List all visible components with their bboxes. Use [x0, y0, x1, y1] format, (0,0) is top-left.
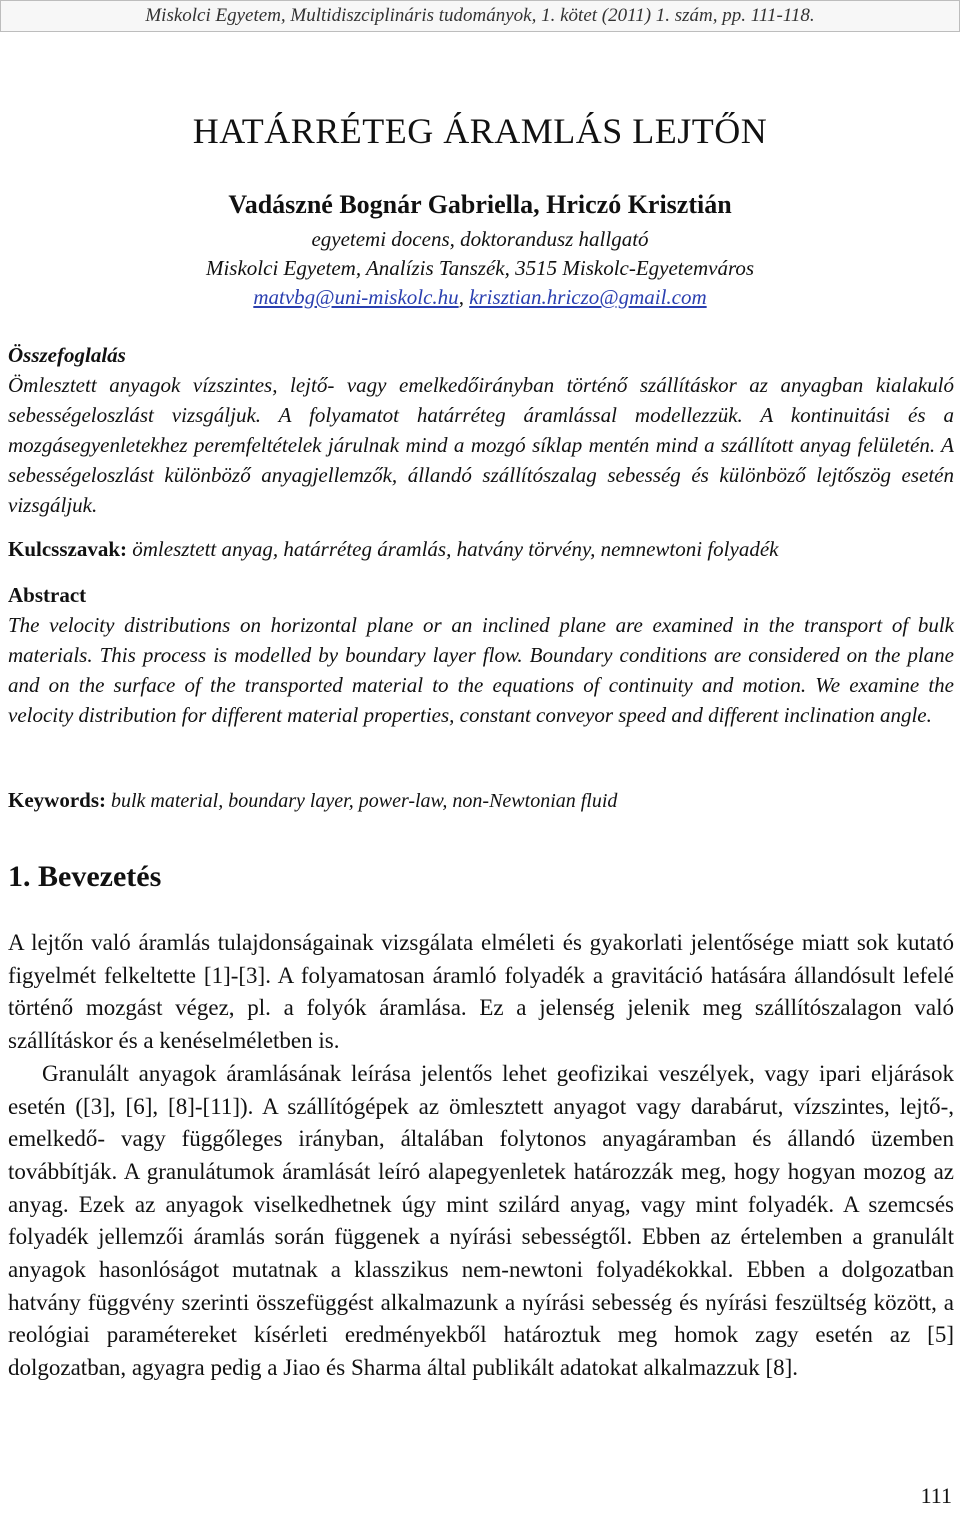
author-roles: egyetemi docens, doktorandusz hallgató [311, 227, 649, 251]
journal-header: Miskolci Egyetem, Multidiszciplináris tudományok, 1. kötet (2011) 1. szám, pp. 111-118. [0, 0, 960, 32]
kulcsszavak-label: Kulcsszavak: [8, 537, 128, 561]
email-link-2[interactable]: krisztian.hriczo@gmail.com [469, 285, 707, 309]
email-separator: , [458, 285, 470, 309]
english-abstract [8, 580, 954, 730]
english-keywords [8, 785, 954, 816]
section-body [8, 927, 954, 1385]
hungarian-abstract [8, 340, 954, 520]
body-paragraph-2: Granulált anyagok áramlásának leírása jelentős lehet geofizikai veszélyek, vagy ipari eljárások esetén ([3], [6], [8]-[11]). A szállítógépek az ömlesztett anyagot vagy darabárut, vízszintes, lejtő-, emelkedő- vagy függőleges irányban, általában folytonos anyagáramban és állandó üzemben továbbítják. A granulátumok áramlását leíró alapegyenletek határozzák meg, hogy hogyan mozog az anyag. Ezek az anyagok viselkedhetnek úgy mint szilárd anyag, vagy mint folyadék. A szemcsés folyadék jellemzői áramlás során függenek a nyírási sebességtől. Ebben az értelemben a granulált anyagok hasonlóságot mutatnak a klasszikus nem-newtoni folyadékokkal. Ebben a dolgozatban hatvány függvény szerinti összefüggést alkalmazunk a nyírási sebesség és nyírási feszültség között, a reológiai paramétereket kísérleti eredményekből határoztuk meg homok zagy esetén az [5] dolgozatban, agyagra pedig a Jiao és Sharma által publikált adatokat alkalmazzuk [8]. [8, 1060, 954, 1381]
osszefoglalas-heading: Összefoglalás [8, 343, 126, 367]
abstract-heading: Abstract [8, 583, 87, 607]
section-heading-bevezetes: 1. Bevezetés [8, 860, 162, 893]
keywords-text: bulk material, boundary layer, power-law, non-Newtonian fluid [106, 790, 618, 812]
author-emails [0, 283, 960, 312]
authors: Vadászné Bognár Gabriella, Hriczó Krisztián [228, 190, 732, 219]
author-institution: Miskolci Egyetem, Analízis Tanszék, 3515 Miskolc-Egyetemváros [205, 256, 755, 280]
osszefoglalas-text: Ömlesztett anyagok vízszintes, lejtő- vagy emelkedőirányban történő szállításkor az anyagban kialakuló sebességeloszlást vizsgáljuk. A folyamatot határréteg áramlással modellezzük. A kontinuitási és a mozgásegyenletekhez peremfeltételek járulnak mind a mozgó síklap mentén mind a szállított anyag felületén. A sebességeloszlást különböző anyagjellemzők, állandó szállítószalag sebesség és különböző lejtőszög esetén vizsgáljuk. [8, 373, 954, 517]
paper-title: HATÁRRÉTEG ÁRAMLÁS LEJTŐN [192, 111, 768, 151]
email-link-1[interactable]: matvbg@uni-miskolc.hu [253, 285, 459, 309]
page-number: 111 [920, 1483, 952, 1508]
hungarian-keywords [8, 534, 954, 564]
kulcsszavak-text: ömlesztett anyag, határréteg áramlás, hatvány törvény, nemnewtoni folyadék [127, 537, 779, 561]
keywords-label: Keywords: [8, 788, 106, 812]
body-paragraph-1: A lejtőn való áramlás tulajdonságainak vizsgálata elméleti és gyakorlati jelentősége miatt sok kutató figyelmét felkeltette [1]-[3]. A folyamatosan áramló folyadék a gravitáció hatására állandósult lefelé történő mozgást végez, pl. a folyók áramlása. Ez a jelenség jelenik meg szállítószalagon való szállításkor és a kenéselméletben is. [8, 930, 954, 1054]
abstract-text: The velocity distributions on horizontal plane or an inclined plane are examined in the transport of bulk materials. This process is modelled by boundary layer flow. Boundary conditions are considered on the plane and on the surface of the transported material to the equations of continuity and motion. We examine the velocity distribution for different material properties, constant conveyor speed and different inclination angle. [8, 613, 954, 727]
